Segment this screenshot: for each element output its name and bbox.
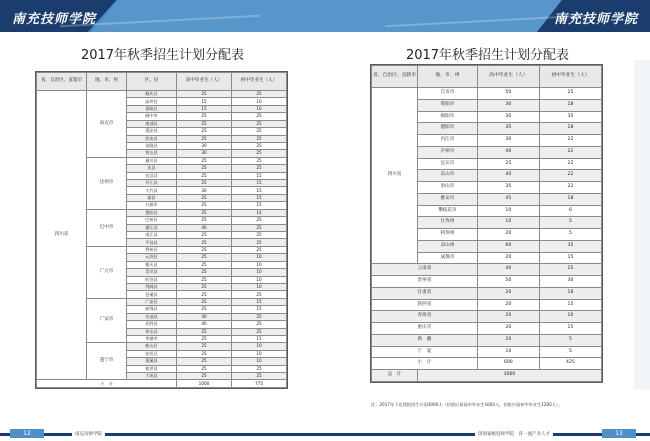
- high-school-count: 25: [177, 217, 232, 224]
- high-school-count: 25: [177, 269, 232, 276]
- middle-school-count: 22: [539, 135, 601, 147]
- middle-school-count: 22: [539, 158, 601, 170]
- high-school-count: 25: [177, 328, 232, 335]
- middle-school-count: 6: [539, 205, 601, 217]
- district-cell: 营山县: [127, 150, 177, 157]
- city-cell: 德阳市: [418, 123, 478, 135]
- high-school-count: 25: [177, 246, 232, 253]
- district-cell: 大英县: [127, 373, 177, 380]
- middle-school-count: 14: [232, 209, 287, 216]
- subtotal-label: 小 计: [37, 380, 177, 388]
- middle-school-count: 25: [232, 224, 287, 231]
- high-school-count: 35: [477, 123, 539, 135]
- high-school-count: 25: [177, 172, 232, 179]
- grand-total-label: 总 计: [372, 370, 418, 382]
- page-title: 2017年秋季招生计划分配表: [80, 48, 245, 63]
- middle-school-count: 35: [539, 111, 601, 123]
- high-school-count: 20: [477, 334, 539, 346]
- high-school-count: 30: [177, 150, 232, 157]
- footer-text: 南充技师学院: [72, 431, 105, 437]
- header-high-school: 高中毕业生（人）: [477, 66, 539, 88]
- table-row: [372, 88, 602, 100]
- district-cell: 通川区: [127, 157, 177, 164]
- header-middle-school: 初中毕业生（人）: [539, 66, 601, 88]
- middle-school-count: 22: [539, 182, 601, 194]
- middle-school-count: 10: [232, 254, 287, 261]
- middle-school-count: 15: [539, 252, 601, 264]
- middle-school-count: 22: [539, 170, 601, 182]
- city-cell: 达州市: [87, 157, 127, 209]
- district-cell: 阆中市: [127, 113, 177, 120]
- high-school-count: 15: [177, 98, 232, 105]
- high-school-count: 25: [177, 194, 232, 201]
- table-row: [372, 264, 602, 276]
- middle-school-count: 25: [232, 246, 287, 253]
- district-cell: 华蓥市: [127, 335, 177, 342]
- district-cell: 高坪区: [127, 98, 177, 105]
- side-shade: [634, 60, 650, 390]
- high-school-count: 25: [177, 232, 232, 239]
- province-cell: 青海省: [372, 311, 478, 323]
- high-school-count: 15: [177, 105, 232, 112]
- district-cell: 南部县: [127, 120, 177, 127]
- city-cell: 眉山市: [418, 182, 478, 194]
- header-province: 省、自治区、直辖市: [372, 66, 418, 88]
- high-school-count: 45: [477, 193, 539, 205]
- middle-school-count: 15: [232, 194, 287, 201]
- middle-school-count: 35: [539, 240, 601, 252]
- high-school-count: 25: [177, 291, 232, 298]
- header-middle-school: 初中毕业生（人）: [232, 73, 287, 91]
- high-school-count: 10: [477, 346, 539, 358]
- district-cell: 武胜县: [127, 321, 177, 328]
- city-cell: 资阳市: [418, 99, 478, 111]
- middle-school-count: 15: [232, 298, 287, 305]
- middle-school-count: 25: [232, 142, 287, 149]
- header-band: [0, 0, 325, 32]
- middle-school-count: 25: [232, 128, 287, 135]
- high-school-count: 50: [477, 88, 539, 100]
- middle-school-count: 25: [539, 88, 601, 100]
- grand-total-value: 3000: [418, 370, 602, 382]
- middle-school-count: 15: [232, 202, 287, 209]
- city-cell: 广元市: [87, 246, 127, 298]
- table-row: [372, 346, 602, 358]
- high-school-count: 25: [177, 165, 232, 172]
- brand-logo: 南充技师学院: [12, 12, 97, 27]
- footer: [0, 424, 325, 441]
- high-school-count: 60: [477, 240, 539, 252]
- province-cell: 甘肃省: [372, 287, 478, 299]
- city-cell: 绵阳市: [418, 111, 478, 123]
- middle-school-count: 10: [232, 261, 287, 268]
- city-cell: 内江市: [418, 135, 478, 147]
- footnote: 注：2017年下达我院招生计划3000人（招收应届高中毕业生1600人，招收应届初中毕业生1200人）。: [371, 402, 563, 407]
- middle-school-count: 25: [232, 150, 287, 157]
- district-cell: 利州区: [127, 246, 177, 253]
- middle-school-count: 18: [539, 193, 601, 205]
- city-cell: 广安市: [87, 298, 127, 343]
- district-cell: 广安区: [127, 298, 177, 305]
- province-cell: 贵州省: [372, 276, 478, 288]
- middle-school-count: 10: [232, 269, 287, 276]
- middle-school-count: 18: [539, 287, 601, 299]
- middle-school-count: 25: [232, 232, 287, 239]
- header-city: 地、市、州: [418, 66, 478, 88]
- high-school-count: 25: [177, 365, 232, 372]
- middle-school-count: 15: [232, 335, 287, 342]
- high-school-count: 30: [477, 99, 539, 111]
- district-cell: 顺庆区: [127, 91, 177, 98]
- grand-total-row: [372, 370, 602, 382]
- high-school-count: 25: [177, 180, 232, 187]
- high-school-count: 25: [177, 343, 232, 350]
- city-cell: 攀枝花市: [418, 205, 478, 217]
- high-school-count: 25: [177, 254, 232, 261]
- high-school-count: 40: [177, 321, 232, 328]
- high-school-count: 25: [177, 373, 232, 380]
- middle-school-count: 25: [232, 328, 287, 335]
- district-cell: 达县: [127, 165, 177, 172]
- district-cell: 开江县: [127, 180, 177, 187]
- district-cell: 邻水县: [127, 328, 177, 335]
- middle-school-count: 15: [232, 172, 287, 179]
- district-cell: 岳池县: [127, 313, 177, 320]
- page-title: 2017年秋季招生计划分配表: [405, 48, 570, 63]
- middle-school-count: 25: [232, 165, 287, 172]
- middle-school-count: 5: [539, 346, 601, 358]
- district-cell: 蓬溪县: [127, 358, 177, 365]
- high-school-count: 40: [177, 313, 232, 320]
- middle-school-count: 25: [232, 313, 287, 320]
- district-cell: 恩阳区: [127, 209, 177, 216]
- high-school-count: 20: [477, 287, 539, 299]
- middle-school-count: 25: [232, 373, 287, 380]
- middle-school-count: 18: [539, 123, 601, 135]
- table-row: [37, 91, 287, 98]
- page-number: 13: [602, 429, 636, 438]
- middle-school-count: 25: [232, 113, 287, 120]
- header-band: [325, 0, 650, 32]
- high-school-count: 25: [177, 306, 232, 313]
- high-school-count: 25: [477, 158, 539, 170]
- district-cell: 元坝区: [127, 254, 177, 261]
- middle-school-count: 10: [232, 283, 287, 290]
- footer: [325, 424, 650, 441]
- district-cell: 南江县: [127, 232, 177, 239]
- district-cell: 朝天区: [127, 261, 177, 268]
- district-cell: 万源市: [127, 202, 177, 209]
- middle-school-count: 18: [539, 99, 601, 111]
- header-province: 省、自治区、直辖市: [37, 73, 87, 91]
- high-school-count: 25: [177, 135, 232, 142]
- subtotal-row: [372, 358, 602, 370]
- district-cell: 蓬安县: [127, 128, 177, 135]
- middle-school-count: 25: [232, 321, 287, 328]
- middle-school-count: 5: [539, 229, 601, 241]
- table-row: [372, 287, 602, 299]
- district-cell: 仪陇县: [127, 142, 177, 149]
- middle-school-count: 25: [232, 157, 287, 164]
- high-school-count: 20: [477, 299, 539, 311]
- district-cell: 西充县: [127, 135, 177, 142]
- province-cell: 四川省: [37, 91, 87, 380]
- high-school-count: 30: [477, 135, 539, 147]
- middle-school-count: 5: [539, 217, 601, 229]
- header-city: 地、市、州: [87, 73, 127, 91]
- high-school-count: 20: [477, 323, 539, 335]
- district-cell: 前锋区: [127, 306, 177, 313]
- city-cell: 阿坝州: [418, 229, 478, 241]
- high-school-count: 40: [177, 224, 232, 231]
- district-cell: 安居区: [127, 350, 177, 357]
- middle-school-count: 5: [539, 334, 601, 346]
- high-school-count: 25: [177, 261, 232, 268]
- district-cell: 嘉陵区: [127, 105, 177, 112]
- middle-school-count: 25: [232, 91, 287, 98]
- high-school-count: 25: [177, 128, 232, 135]
- page-number: 12: [10, 429, 44, 438]
- header-high-school: 高中毕业生（人）: [177, 73, 232, 91]
- high-school-count: 30: [177, 142, 232, 149]
- city-cell: 凉山州: [418, 240, 478, 252]
- province-cell: 四川省: [372, 88, 418, 264]
- middle-school-count: 15: [539, 323, 601, 335]
- high-school-count: 25: [177, 157, 232, 164]
- subtotal-middle: 775: [232, 380, 287, 388]
- province-cell: 新 疆: [372, 334, 478, 346]
- middle-school-count: 15: [539, 299, 601, 311]
- middle-school-count: 15: [232, 180, 287, 187]
- footer-text: 创国家级技师学院 育一流产业人才: [475, 431, 553, 437]
- province-cell: 陕西省: [372, 299, 478, 311]
- city-cell: 宜宾市: [418, 158, 478, 170]
- district-cell: 平昌县: [127, 239, 177, 246]
- district-cell: 宣汉县: [127, 172, 177, 179]
- high-school-count: 20: [477, 311, 539, 323]
- subtotal-row: [37, 380, 287, 388]
- right-page: [325, 0, 650, 441]
- middle-school-count: 10: [539, 311, 601, 323]
- high-school-count: 25: [177, 350, 232, 357]
- high-school-count: 50: [477, 276, 539, 288]
- high-school-count: 25: [177, 283, 232, 290]
- district-cell: 巴州区: [127, 217, 177, 224]
- middle-school-count: 10: [232, 276, 287, 283]
- district-cell: 渠县: [127, 194, 177, 201]
- high-school-count: 30: [477, 111, 539, 123]
- middle-school-count: 25: [232, 135, 287, 142]
- province-cell: 云南省: [372, 264, 478, 276]
- table-row: [372, 299, 602, 311]
- high-school-count: 25: [177, 276, 232, 283]
- middle-school-count: 25: [232, 365, 287, 372]
- middle-school-count: 10: [232, 105, 287, 112]
- city-cell: 南充市: [87, 91, 127, 158]
- middle-school-count: 25: [232, 120, 287, 127]
- middle-school-count: 25: [232, 291, 287, 298]
- subtotal-high: 600: [477, 358, 539, 370]
- district-cell: 旺苍县: [127, 276, 177, 283]
- middle-school-count: 25: [232, 217, 287, 224]
- subtotal-label: 小 计: [372, 358, 478, 370]
- district-cell: 剑阁县: [127, 283, 177, 290]
- high-school-count: 25: [177, 335, 232, 342]
- subtotal-middle: 425: [539, 358, 601, 370]
- high-school-count: 25: [177, 209, 232, 216]
- province-cell: 宁 夏: [372, 346, 478, 358]
- city-cell: 泸州市: [418, 146, 478, 158]
- high-school-count: 25: [177, 358, 232, 365]
- high-school-count: 20: [477, 252, 539, 264]
- district-cell: 船山区: [127, 343, 177, 350]
- middle-school-count: 10: [232, 358, 287, 365]
- high-school-count: 10: [477, 205, 539, 217]
- high-school-count: 40: [477, 264, 539, 276]
- high-school-count: 25: [177, 239, 232, 246]
- high-school-count: 25: [177, 91, 232, 98]
- middle-school-count: 10: [232, 98, 287, 105]
- high-school-count: 20: [477, 229, 539, 241]
- allocation-table-left: [35, 71, 288, 389]
- header-district: 区、县: [127, 73, 177, 91]
- province-cell: 重庆市: [372, 323, 478, 335]
- middle-school-count: 10: [232, 343, 287, 350]
- table-row: [372, 334, 602, 346]
- high-school-count: 30: [177, 187, 232, 194]
- district-cell: 青川县: [127, 269, 177, 276]
- city-cell: 雅安市: [418, 193, 478, 205]
- city-cell: 遂宁市: [87, 343, 127, 380]
- city-cell: 自贡市: [418, 88, 478, 100]
- allocation-table-right: [370, 64, 603, 383]
- city-cell: 成都市: [418, 252, 478, 264]
- high-school-count: 40: [477, 170, 539, 182]
- district-cell: 射洪县: [127, 365, 177, 372]
- high-school-count: 25: [177, 120, 232, 127]
- high-school-count: 35: [477, 182, 539, 194]
- district-cell: 大竹县: [127, 187, 177, 194]
- high-school-count: 40: [477, 146, 539, 158]
- subtotal-high: 1000: [177, 380, 232, 388]
- table-row: [372, 323, 602, 335]
- high-school-count: 25: [177, 113, 232, 120]
- middle-school-count: 15: [232, 306, 287, 313]
- brand-logo: 南充技师学院: [553, 12, 638, 27]
- high-school-count: 25: [177, 202, 232, 209]
- city-cell: 甘孜州: [418, 217, 478, 229]
- high-school-count: 10: [477, 217, 539, 229]
- district-cell: 苍溪县: [127, 291, 177, 298]
- middle-school-count: 25: [232, 239, 287, 246]
- middle-school-count: 10: [232, 350, 287, 357]
- high-school-count: 25: [177, 298, 232, 305]
- table-row: [372, 311, 602, 323]
- middle-school-count: 15: [232, 187, 287, 194]
- middle-school-count: 25: [539, 264, 601, 276]
- city-cell: 巴中市: [87, 209, 127, 246]
- district-cell: 通江县: [127, 224, 177, 231]
- city-cell: 乐山市: [418, 170, 478, 182]
- table-row: [372, 276, 602, 288]
- middle-school-count: 22: [539, 146, 601, 158]
- middle-school-count: 30: [539, 276, 601, 288]
